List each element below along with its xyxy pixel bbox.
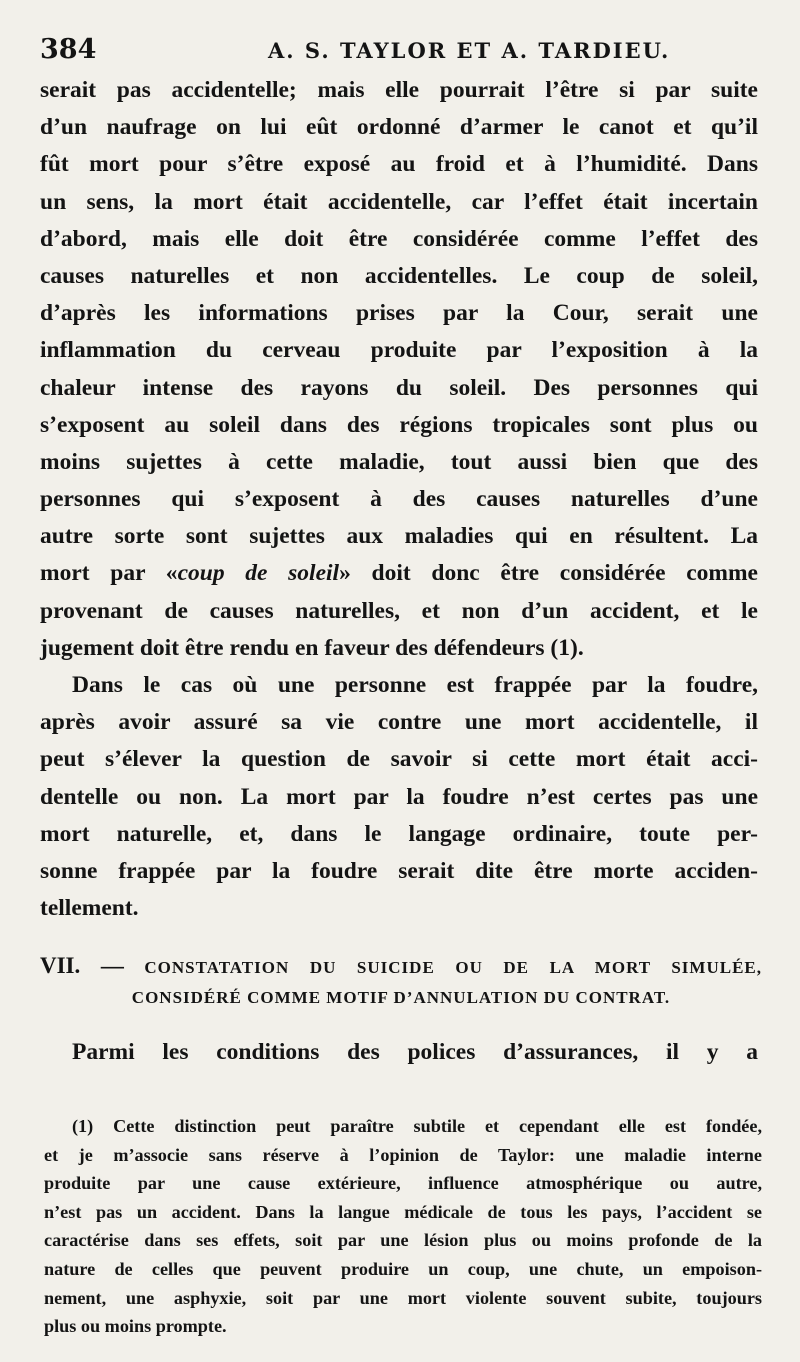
text-line: provenant de causes naturelles, et non d’un accident, et le — [40, 597, 758, 624]
text-line: d’après les informations prises par la Cour, serait une — [40, 300, 758, 327]
text-line: causes naturelles et non accidentelles. Le coup de soleil, — [40, 262, 758, 289]
paragraph-2-line: après avoir assuré sa vie contre une mort accidentelle, il — [40, 709, 758, 736]
running-title: A. S. TAYLOR ET A. TARDIEU. — [268, 38, 671, 63]
text-line: moins sujettes à cette maladie, tout aussi bien que des — [40, 448, 758, 475]
paragraph-2-line: peut s’élever la question de savoir si cette mort était acci- — [40, 746, 758, 773]
text-line: s’exposent au soleil dans des régions tropicales sont plus ou — [40, 411, 758, 438]
text-line: d’abord, mais elle doit être considérée comme l’effet des — [40, 225, 758, 252]
footnote-line: et je m’associe sans réserve à l’opinion de Taylor: une maladie interne — [44, 1144, 762, 1165]
footnote — [44, 1112, 762, 1341]
section-heading-line-1 — [40, 950, 762, 982]
text-line-italic — [40, 555, 758, 592]
text-line: personnes qui s’exposent à des causes naturelles d’une — [40, 486, 758, 513]
footnote-line: (1) Cette distinction peut paraître subtile et cependant elle est fondée, — [72, 1116, 762, 1136]
section-title-2: CONSIDÉRÉ COMME MOTIF D’ANNULATION DU CONTRAT. — [131, 988, 671, 1007]
paragraph-2-line: tellement. — [40, 895, 139, 922]
section-title-1: CONSTATATION DU SUICIDE OU DE LA MORT SIMULÉE, — [144, 958, 763, 977]
footnote-line: nature de celles que peuvent produire un coup, une chute, un empoison- — [44, 1258, 762, 1279]
main-text — [40, 72, 758, 927]
text-line: autre sorte sont sujettes aux maladies qui en résultent. La — [40, 523, 758, 550]
section-heading — [40, 950, 762, 1014]
text-line: fût mort pour s’être exposé au froid et à l’humidité. Dans — [40, 151, 758, 178]
paragraph-2-line: Dans le cas où une personne est frappée par la foudre, — [72, 672, 758, 698]
italic-line-after: » doit donc être considérée comme — [339, 560, 758, 587]
page-number: 384 — [40, 34, 97, 65]
footnote-line: nement, une asphyxie, soit par une mort violente souvent subite, toujours — [44, 1287, 762, 1308]
paragraph-2-line: sonne frappée par la foudre serait dite être morte acciden- — [40, 857, 758, 884]
footnote-line: caractérise dans ses effets, soit par une lésion plus ou moins profonde de la — [44, 1230, 762, 1251]
footnote-line: plus ou moins prompte. — [44, 1316, 227, 1337]
section-dash: — — [100, 953, 124, 978]
text-line: serait pas accidentelle; mais elle pourrait l’être si par suite — [40, 77, 758, 103]
text-line: inflammation du cerveau produite par l’exposition à la — [40, 337, 758, 364]
paragraph-2-line: mort naturelle, et, dans le langage ordinaire, toute per- — [40, 820, 758, 847]
text-line: jugement doit être rendu en faveur des défendeurs (1). — [40, 634, 584, 661]
italic-line-before: mort par « — [40, 560, 178, 587]
footnote-line: produite par une cause extérieure, influence atmosphérique ou autre, — [44, 1173, 762, 1194]
text-line: un sens, la mort était accidentelle, car l’effet était incertain — [40, 188, 758, 215]
footnote-line: n’est pas un accident. Dans la langue médicale de tous les pays, l’accident se — [44, 1201, 762, 1222]
section-number: VII. — [40, 953, 81, 978]
section-first-line: Parmi les conditions des polices d’assurances, il y a — [72, 1039, 758, 1065]
text-line: chaleur intense des rayons du soleil. Des personnes qui — [40, 374, 758, 401]
section-paragraph — [40, 1034, 758, 1071]
running-head — [40, 34, 760, 70]
paragraph-2-line: dentelle ou non. La mort par la foudre n’est certes pas une — [40, 783, 758, 810]
italic-phrase: coup de soleil — [177, 560, 340, 587]
text-line: d’un naufrage on lui eût ordonné d’armer le canot et qu’il — [40, 114, 758, 141]
